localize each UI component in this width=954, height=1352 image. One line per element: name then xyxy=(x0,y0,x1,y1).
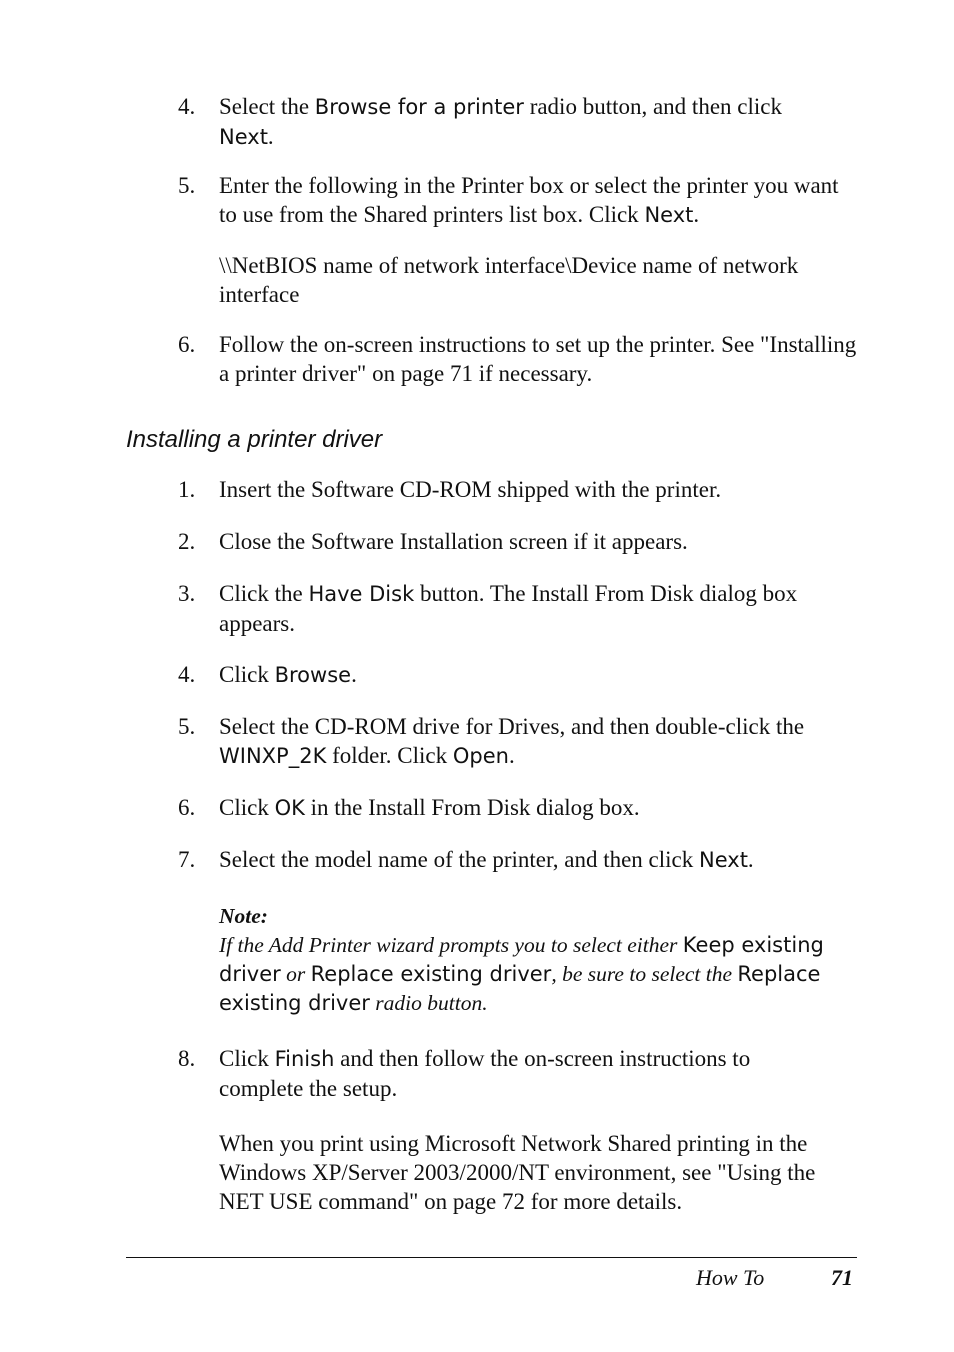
ui-term: Replace existing driver xyxy=(219,962,821,1015)
note-title: Note: xyxy=(219,904,268,928)
ui-term: Browse for a printer xyxy=(314,95,524,119)
list-item: Enter the following in the Printer box or select the printer you want to use from the Shared printers list box. Click Next. xyxy=(219,173,839,227)
list-item: Click Finish and then follow the on-screen instructions to complete the setup. xyxy=(219,1046,751,1101)
ui-term: Next xyxy=(644,203,694,227)
footer-section-label: How To xyxy=(696,1265,765,1290)
ui-term: Keep existing driver xyxy=(219,933,824,986)
page-number: 71 xyxy=(831,1265,853,1290)
ui-term: Replace existing driver xyxy=(310,962,552,986)
list-item: Select the model name of the printer, and then click Next. xyxy=(219,847,754,872)
step-number: 4. xyxy=(178,94,196,119)
footer-rule xyxy=(126,1257,857,1258)
step-number: 1. xyxy=(178,477,196,502)
ui-term: Next xyxy=(219,125,268,149)
note-body: If the Add Printer wizard prompts you to select either Keep existing driver or Replace existing driver, be sure to select the Replace existing driver radio button. xyxy=(219,933,824,1015)
ui-term: Open xyxy=(452,744,509,768)
step-number: 4. xyxy=(178,662,196,687)
step-number: 6. xyxy=(178,795,196,820)
list-item: Click Browse. xyxy=(219,662,357,687)
ui-term: OK xyxy=(274,796,305,820)
list-item: Close the Software Installation screen if it appears. xyxy=(219,529,688,554)
step-number: 5. xyxy=(178,173,196,198)
list-item: Click the Have Disk button. The Install From Disk dialog box appears. xyxy=(219,581,798,636)
step-number: 3. xyxy=(178,581,196,606)
ui-term: Browse xyxy=(274,663,352,687)
step-number: 7. xyxy=(178,847,196,872)
section-heading: Installing a printer driver xyxy=(126,426,383,453)
paragraph: When you print using Microsoft Network Shared printing in the Windows XP/Server 2003/2000/NT environment, see "Using the NET USE command" on page 72 for more details. xyxy=(219,1131,816,1214)
step-number: 6. xyxy=(178,332,196,357)
list-item: Insert the Software CD-ROM shipped with the printer. xyxy=(219,477,722,502)
list-item: Select the Browse for a printer radio button, and then click Next. xyxy=(219,94,782,149)
step-number: 8. xyxy=(178,1046,196,1071)
ui-term: Have Disk xyxy=(308,582,415,606)
step-number: 5. xyxy=(178,714,196,739)
note-block xyxy=(219,902,859,1018)
ui-term: Finish xyxy=(274,1047,335,1071)
ui-term: WINXP_2K xyxy=(219,744,327,768)
step-number: 2. xyxy=(178,529,196,554)
list-item: Follow the on-screen instructions to set up the printer. See "Installing a printer driver" on page 71 if necessary. xyxy=(219,332,857,386)
list-item: Select the CD-ROM drive for Drives, and then double-click the WINXP_2K folder. Click Open. xyxy=(219,714,805,768)
list-item: Click OK in the Install From Disk dialog box. xyxy=(219,795,640,820)
path-text: \\NetBIOS name of network interface\Device name of network interface xyxy=(219,253,799,307)
ui-term: Next xyxy=(699,848,748,872)
